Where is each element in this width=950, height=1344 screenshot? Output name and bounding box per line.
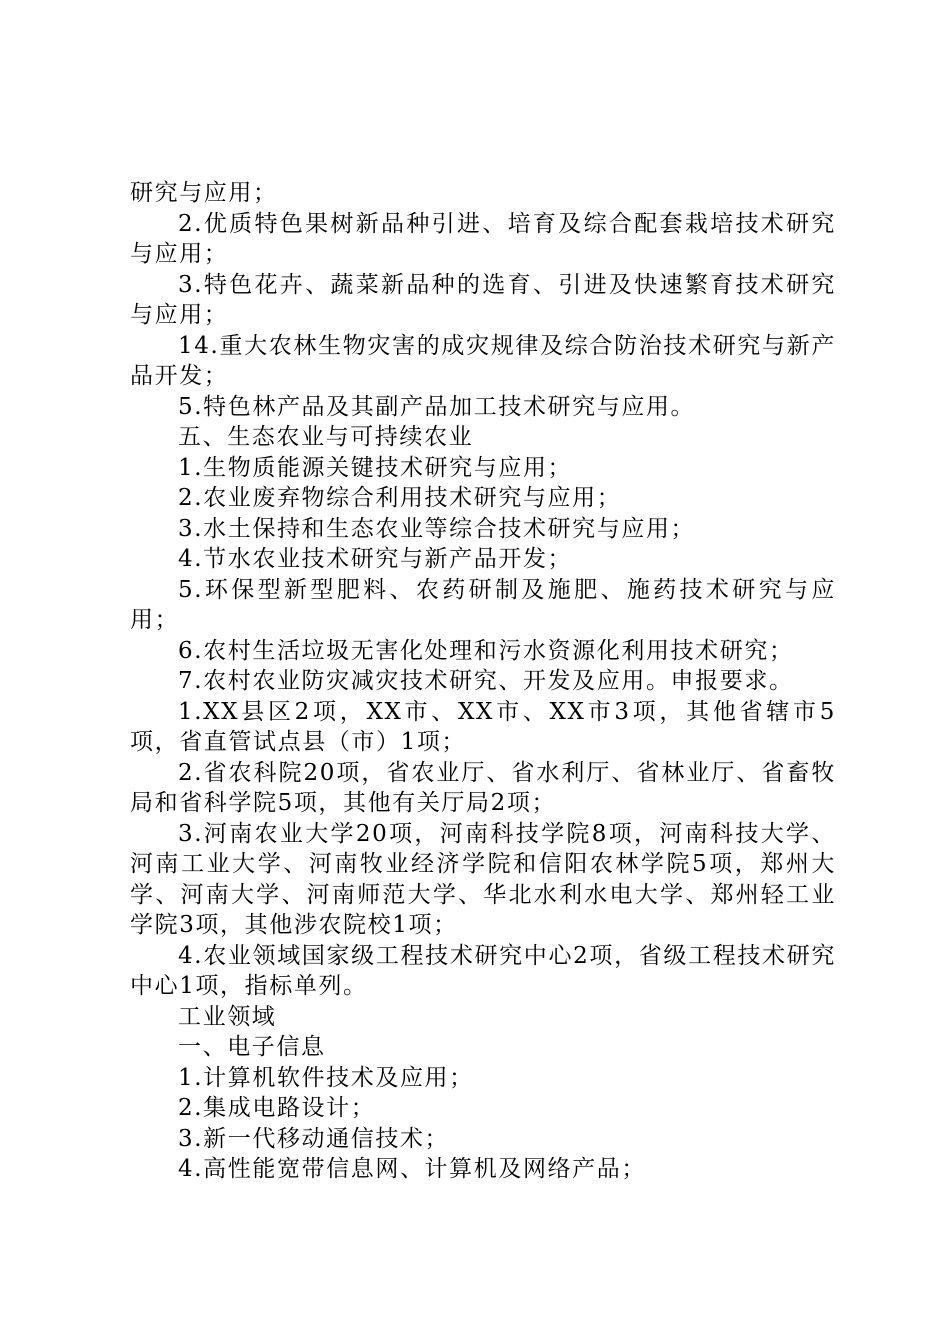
paragraph: 4.节水农业技术研究与新产品开发； xyxy=(178,546,573,572)
section-heading: 一、电子信息 xyxy=(178,1034,326,1060)
paragraph: 2.集成电路设计； xyxy=(178,1095,376,1121)
paragraph: 1.计算机软件技术及应用； xyxy=(178,1064,474,1091)
paragraph: 2.农业废弃物综合利用技术研究与应用； xyxy=(178,485,622,511)
paragraph: 4.高性能宽带信息网、计算机及网络产品； xyxy=(178,1156,646,1182)
document-page xyxy=(130,178,836,1185)
paragraph: 2.优质特色果树新品种引进、培育及综合配套栽培技术研究与应用； xyxy=(130,210,836,267)
paragraph: 6.农村生活垃圾无害化处理和污水资源化利用技术研究； xyxy=(178,637,794,664)
section-heading: 工业领域 xyxy=(178,1003,277,1030)
paragraph: 3.河南农业大学20项，河南科技学院8项，河南科技大学、河南工业大学、河南牧业经济学院和信阳农林学院5项，郑州大学、河南大学、河南师范大学、华北水利水电大学、郑州轻工业学院3项，其他涉农院校1项； xyxy=(130,820,836,938)
paragraph: 7.农村农业防灾减灾技术研究、开发及应用。申报要求。 xyxy=(178,668,794,694)
paragraph: 1.XX县区2项，XX市、XX市、XX市3项，其他省辖市5项，省直管试点县（市）1项； xyxy=(130,698,836,755)
paragraph: 3.新一代移动通信技术； xyxy=(178,1125,450,1152)
paragraph: 2.省农科院20项，省农业厅、省水利厅、省林业厅、省畜牧局和省科学院5项，其他有关厅局2项； xyxy=(130,759,836,816)
paragraph: 3.特色花卉、蔬菜新品种的选育、引进及快速繁育技术研究与应用； xyxy=(130,271,836,328)
paragraph: 1.生物质能源关键技术研究与应用； xyxy=(178,454,573,481)
paragraph: 4.农业领域国家级工程技术研究中心2项，省级工程技术研究中心1项，指标单列。 xyxy=(130,942,836,999)
section-heading: 五、生态农业与可持续农业 xyxy=(178,424,474,450)
paragraph: 5.环保型新型肥料、农药研制及施肥、施药技术研究与应用； xyxy=(130,576,836,633)
paragraph: 5.特色林产品及其副产品加工技术研究与应用。 xyxy=(178,393,696,420)
paragraph: 3.水土保持和生态农业等综合技术研究与应用； xyxy=(178,515,696,542)
paragraph: 研究与应用； xyxy=(130,180,278,206)
paragraph: 14.重大农林生物灾害的成灾规律及综合防治技术研究与新产品开发； xyxy=(130,332,836,389)
